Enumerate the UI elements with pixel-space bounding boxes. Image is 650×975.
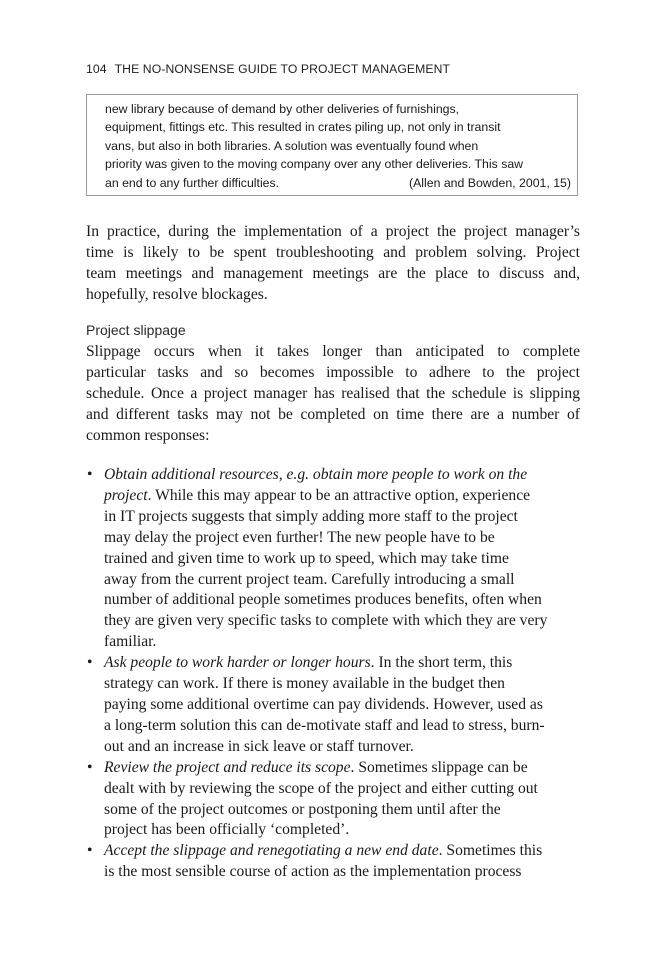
section-heading: Project slippage <box>86 322 186 338</box>
bullet-line: they are given very specific tasks to complete with which they are very <box>104 612 548 630</box>
paragraph-line: time is likely to be spent troubleshooting and problem solving. Project <box>86 243 580 261</box>
bullet-icon: • <box>87 466 93 483</box>
page-number: 104 <box>86 62 107 76</box>
quote-line: an end to any further difficulties. <box>105 175 280 190</box>
bullet-line: out and an increase in sick leave or staff turnover. <box>104 737 414 755</box>
bullet-line: project has been officially ‘completed’. <box>104 821 350 839</box>
bullet-line: paying some additional overtime can pay dividends. However, used as <box>104 695 543 713</box>
bullet-line: some of the project outcomes or postponing them until after the <box>104 800 501 818</box>
running-title: THE NO-NONSENSE GUIDE TO PROJECT MANAGEMENT <box>114 62 451 76</box>
bullet-line <box>104 758 580 779</box>
bullet-line: number of additional people sometimes produces benefits, often when <box>104 591 542 609</box>
bullet-lead: Ask people to work harder or longer hours <box>104 654 371 672</box>
quote-last-line <box>105 174 571 192</box>
bullet-line: strategy can work. If there is money available in the budget then <box>104 675 505 693</box>
paragraph-slippage <box>86 342 580 447</box>
bullet-line: a long-term solution this can de-motivate staff and lead to stress, burn- <box>104 716 545 734</box>
paragraph-line: common responses: <box>86 426 210 444</box>
list-item <box>86 465 580 653</box>
bullet-lead: Accept the slippage and renegotiating a new end date <box>104 842 439 860</box>
paragraph-line: particular tasks and so becomes impossible to adhere to the project <box>86 363 580 381</box>
bullet-line <box>104 486 580 507</box>
bullet-line <box>104 653 580 674</box>
paragraph-line: team meetings and management meetings are the place to discuss and, <box>86 264 580 282</box>
bullet-lead: Review the project and reduce its scope <box>104 758 351 776</box>
quote-citation: (Allen and Bowden, 2001, 15) <box>408 175 571 190</box>
running-header <box>86 62 586 76</box>
list-item <box>86 758 580 842</box>
quote-line: vans, but also in both libraries. A solution was eventually found when <box>105 138 479 153</box>
bullet-line: dealt with by reviewing the scope of the project and either cutting out <box>104 779 538 797</box>
bullet-line: in IT projects suggests that simply adding more staff to the project <box>104 507 518 525</box>
bullet-lead: Obtain additional resources, e.g. obtain more people to work on the <box>104 466 528 483</box>
responses-list <box>86 465 580 883</box>
bullet-text: . Sometimes slippage can be <box>350 758 528 776</box>
bullet-line: trained and given time to work up to speed, which may take time <box>104 549 509 567</box>
paragraph-line: In practice, during the implementation of a project the project manager’s <box>86 223 580 240</box>
paragraph-line: Slippage occurs when it takes longer than anticipated to complete <box>86 343 580 360</box>
bullet-text: . In the short term, this <box>370 654 513 672</box>
paragraph-line: hopefully, resolve blockages. <box>86 285 268 303</box>
bullet-line: is the most sensible course of action as the implementation process <box>104 863 522 881</box>
bullet-line <box>104 465 580 486</box>
quote-line: priority was given to the moving company over any other deliveries. This saw <box>105 157 524 172</box>
bullet-text: . Sometimes this <box>438 842 543 860</box>
list-item <box>86 841 580 883</box>
bullet-text: . While this may appear to be an attractive option, experience <box>147 486 531 504</box>
bullet-line: may delay the project even further! The new people have to be <box>104 528 495 546</box>
bullet-icon: • <box>87 758 93 776</box>
paragraph-line: schedule. Once a project manager has realised that the schedule is slipping <box>86 384 580 402</box>
bullet-line: away from the current project team. Carefully introducing a small <box>104 570 515 588</box>
bullet-lead: project <box>104 486 148 504</box>
bullet-icon: • <box>87 842 93 860</box>
bullet-icon: • <box>87 654 93 672</box>
quotation-box <box>86 94 578 196</box>
quote-line: equipment, fittings etc. This resulted in crates piling up, not only in transit <box>105 120 501 135</box>
quote-line: new library because of demand by other deliveries of furnishings, <box>105 102 460 116</box>
paragraph-implementation <box>86 222 580 306</box>
bullet-line: familiar. <box>104 633 157 651</box>
bullet-line <box>104 841 580 862</box>
list-item <box>86 653 580 758</box>
paragraph-line: and different tasks may not be completed on time there are a number of <box>86 405 580 423</box>
